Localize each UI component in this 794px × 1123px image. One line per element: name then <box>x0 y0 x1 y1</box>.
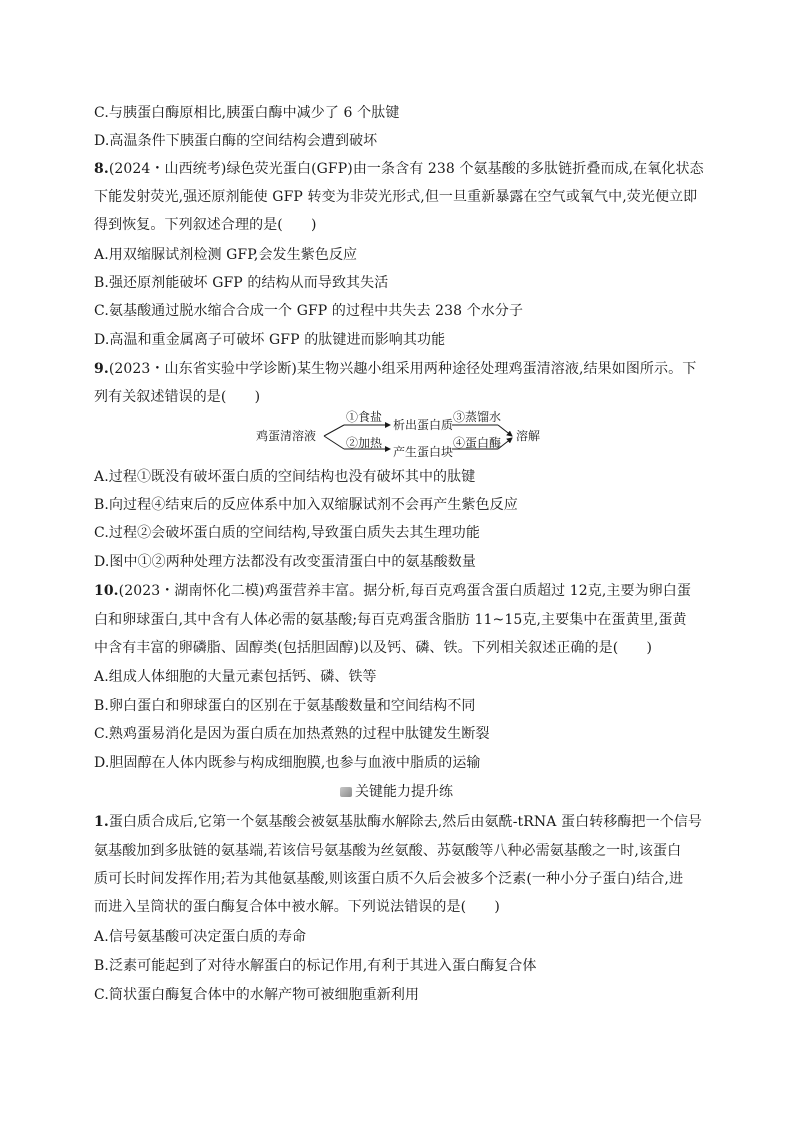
q10-option-c: C.熟鸡蛋易消化是因为蛋白质在加热煮熟的过程中肽键发生断裂 <box>94 726 490 742</box>
q9-stem-line1 <box>94 360 696 378</box>
q10-stem-line1 <box>94 582 691 600</box>
q9-number: 9. <box>94 361 109 377</box>
diagram-end-label: 溶解 <box>516 429 541 443</box>
q10-stem-line3: 中含有丰富的卵磷脂、固醇类(包括胆固醇)以及钙、磷、铁。下列相关叙述正确的是( ) <box>94 640 653 656</box>
q9-stem-text: (2023・山东省实验中学诊断)某生物兴趣小组采用两种途径处理鸡蛋清溶液,结果如图所示。下 <box>108 361 697 377</box>
section-marker-icon <box>340 787 352 797</box>
arrow-up-left <box>324 425 344 436</box>
arrow-up-right <box>498 425 512 436</box>
q8-option-d: D.高温和重金属离子可破坏 GFP 的肽键进而影响其功能 <box>94 332 446 348</box>
section-heading-text: 关键能力提升练 <box>355 784 453 800</box>
q10-option-b: B.卵白蛋白和卵球蛋白的区别在于氨基酸数量和空间结构不同 <box>94 698 476 714</box>
q8-stem-line3: 得到恢复。下列叙述合理的是( ) <box>94 217 317 233</box>
q9-stem-line2: 列有关叙述错误的是( ) <box>94 389 261 405</box>
diagram-step1-label: ①食盐 <box>346 410 383 424</box>
diagram-step2-label: ②加热 <box>346 436 383 450</box>
diagram-step3-label: ③蒸馏水 <box>453 410 502 424</box>
q10-stem-line2: 白和卵球蛋白,其中含有人体必需的氨基酸;每百克鸡蛋含脂肪 11~15克,主要集中在蛋黄里,蛋黄 <box>94 612 687 628</box>
q8-option-a: A.用双缩脲试剂检测 GFP,会发生紫色反应 <box>94 247 358 263</box>
q9-option-d: D.图中①②两种处理方法都没有改变蛋清蛋白中的氨基酸数量 <box>94 554 476 570</box>
q10-option-a: A.组成人体细胞的大量元素包括钙、磷、铁等 <box>94 669 377 685</box>
s1-stem-line1 <box>94 813 702 831</box>
s1-option-a: A.信号氨基酸可决定蛋白质的寿命 <box>94 929 307 945</box>
s1-stem-text: 蛋白质合成后,它第一个氨基酸会被氨基肽酶水解除去,然后由氨酰-tRNA 蛋白转移酶把一个信号 <box>108 814 703 830</box>
diagram-step4-label: ④蛋白酶 <box>453 436 502 450</box>
arrow-down-left <box>324 436 344 449</box>
q9-option-c: C.过程②会破坏蛋白质的空间结构,导致蛋白质失去其生理功能 <box>94 525 481 541</box>
q7-option-c: C.与胰蛋白酶原相比,胰蛋白酶中减少了 6 个肽键 <box>94 105 400 121</box>
q9-option-b: B.向过程④结束后的反应体系中加入双缩脲试剂不会再产生紫色反应 <box>94 497 518 513</box>
s1-stem-line4: 而进入呈筒状的蛋白酶复合体中被水解。下列说法错误的是( ) <box>94 899 500 915</box>
diagram-mid2-label: 产生蛋白块 <box>393 445 454 459</box>
q9-option-a: A.过程①既没有破坏蛋白质的空间结构也没有破坏其中的肽键 <box>94 469 476 485</box>
q8-stem-line1 <box>94 160 704 178</box>
s1-option-b: B.泛素可能起到了对待水解蛋白的标记作用,有利于其进入蛋白酶复合体 <box>94 958 537 974</box>
s1-stem-line3: 质可长时间发挥作用;若为其他氨基酸,则该蛋白质不久后会被多个泛素(一种小分子蛋白)结合,进 <box>94 871 684 887</box>
diagram-start-label: 鸡蛋清溶液 <box>256 429 317 443</box>
egg-white-process-diagram <box>250 409 550 463</box>
q10-stem-text: (2023・湖南怀化二模)鸡蛋营养丰富。据分析,每百克鸡蛋含蛋白质超过 12克,主要为卵白蛋 <box>118 583 691 599</box>
q10-number: 10. <box>94 583 119 599</box>
q8-option-c: C.氨基酸通过脱水缩合合成一个 GFP 的过程中共失去 238 个水分子 <box>94 303 524 319</box>
q8-option-b: B.强还原剂能破坏 GFP 的结构从而导致其失活 <box>94 275 389 291</box>
q7-option-d: D.高温条件下胰蛋白酶的空间结构会遭到破坏 <box>94 133 378 149</box>
s1-number: 1. <box>94 814 109 830</box>
q10-option-d: D.胆固醇在人体内既参与构成细胞膜,也参与血液中脂质的运输 <box>94 755 481 771</box>
diagram-mid1-label: 析出蛋白质 <box>393 418 454 432</box>
q8-stem-text: (2024・山西统考)绿色荧光蛋白(GFP)由一条含有 238 个氨基酸的多肽链折叠而成,在氧化状态 <box>108 161 704 177</box>
section-heading <box>340 783 453 801</box>
q8-number: 8. <box>94 161 109 177</box>
s1-option-c: C.筒状蛋白酶复合体中的水解产物可被细胞重新利用 <box>94 987 420 1003</box>
s1-stem-line2: 氨基酸加到多肽链的氨基端,若该信号氨基酸为丝氨酸、苏氨酸等八种必需氨基酸之一时,该蛋白 <box>94 843 682 859</box>
q8-stem-line2: 下能发射荧光,强还原剂能使 GFP 转变为非荧光形式,但一旦重新暴露在空气或氧气中,荧光便立即 <box>94 189 698 205</box>
